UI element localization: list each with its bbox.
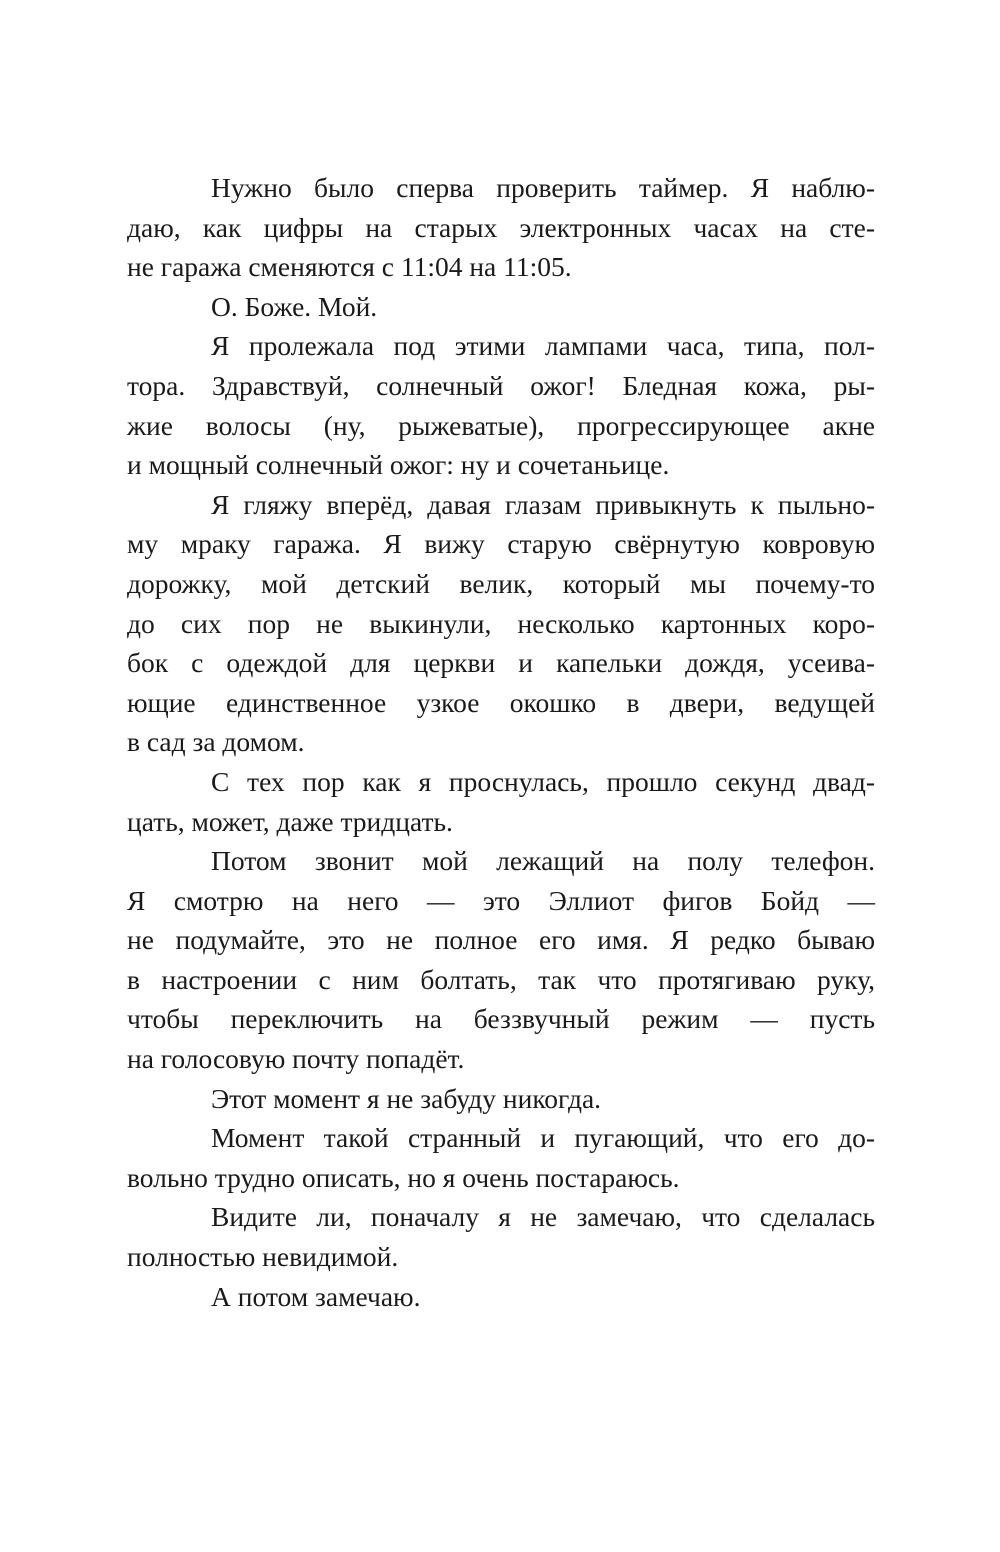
text-line: тора. Здравствуй, солнечный ожог! Бледная кожа, ры- (127, 369, 875, 401)
paragraph (127, 287, 875, 327)
text-line: до сих пор не выкинули, несколько картонных коро- (127, 607, 875, 639)
text-line: жие волосы (ну, рыжеватые), прогрессирующее акне (127, 409, 875, 441)
text-line: в сад за домом. (127, 726, 305, 758)
paragraph (127, 326, 875, 484)
text-line: даю, как цифры на старых электронных часах на сте- (127, 211, 875, 243)
paragraph (127, 168, 875, 287)
text-line: Нужно было сперва проверить таймер. Я наблю- (211, 172, 875, 203)
paragraph (127, 1277, 875, 1317)
text-line: полностью невидимой. (127, 1241, 399, 1273)
paragraph (127, 1118, 875, 1197)
text-line: Я смотрю на него — это Эллиот фигов Бойд — (127, 884, 875, 916)
text-line: не гаража сменяются с 11:04 на 11:05. (127, 251, 572, 283)
text-line: в настроении с ним болтать, так что протягиваю руку, (127, 963, 875, 995)
text-line: цать, может, даже тридцать. (127, 805, 453, 837)
paragraph (127, 1079, 875, 1119)
text-line: бок с одеждой для церкви и капельки дождя, усеива- (127, 647, 875, 679)
paragraph (127, 1197, 875, 1276)
text-line: А потом замечаю. (211, 1280, 421, 1312)
text-line: чтобы переключить на беззвучный режим — пусть (127, 1003, 875, 1035)
text-line: С тех пор как я проснулась, прошло секунд двад- (211, 765, 875, 797)
text-line: вольно трудно описать, но я очень постараюсь. (127, 1161, 680, 1193)
text-line: Видите ли, поначалу я не замечаю, что сделалась (211, 1201, 875, 1233)
text-line: ющие единственное узкое окошко в двери, ведущей (127, 686, 875, 718)
text-line: и мощный солнечный ожог: ну и сочетаньице. (127, 449, 670, 481)
text-line: О. Боже. Мой. (211, 290, 378, 322)
text-line: Я пролежала под этими лампами часа, типа, пол- (211, 330, 875, 362)
text-line: Потом звонит мой лежащий на полу телефон. (211, 845, 875, 877)
text-line: Момент такой странный и пугающий, что его до- (211, 1122, 875, 1154)
text-line: му мраку гаража. Я вижу старую свёрнутую ковровую (127, 528, 875, 560)
paragraph (127, 841, 875, 1079)
paragraph (127, 485, 875, 762)
text-line: Я гляжу вперёд, давая глазам привыкнуть к пыльно- (211, 488, 875, 520)
book-page-body (127, 168, 875, 1316)
text-line: не подумайте, это не полное его имя. Я редко бываю (127, 924, 875, 956)
text-line: на голосовую почту попадёт. (127, 1043, 465, 1075)
paragraph (127, 762, 875, 841)
text-line: дорожку, мой детский велик, который мы почему-то (127, 567, 875, 599)
text-line: Этот момент я не забуду никогда. (211, 1082, 602, 1114)
